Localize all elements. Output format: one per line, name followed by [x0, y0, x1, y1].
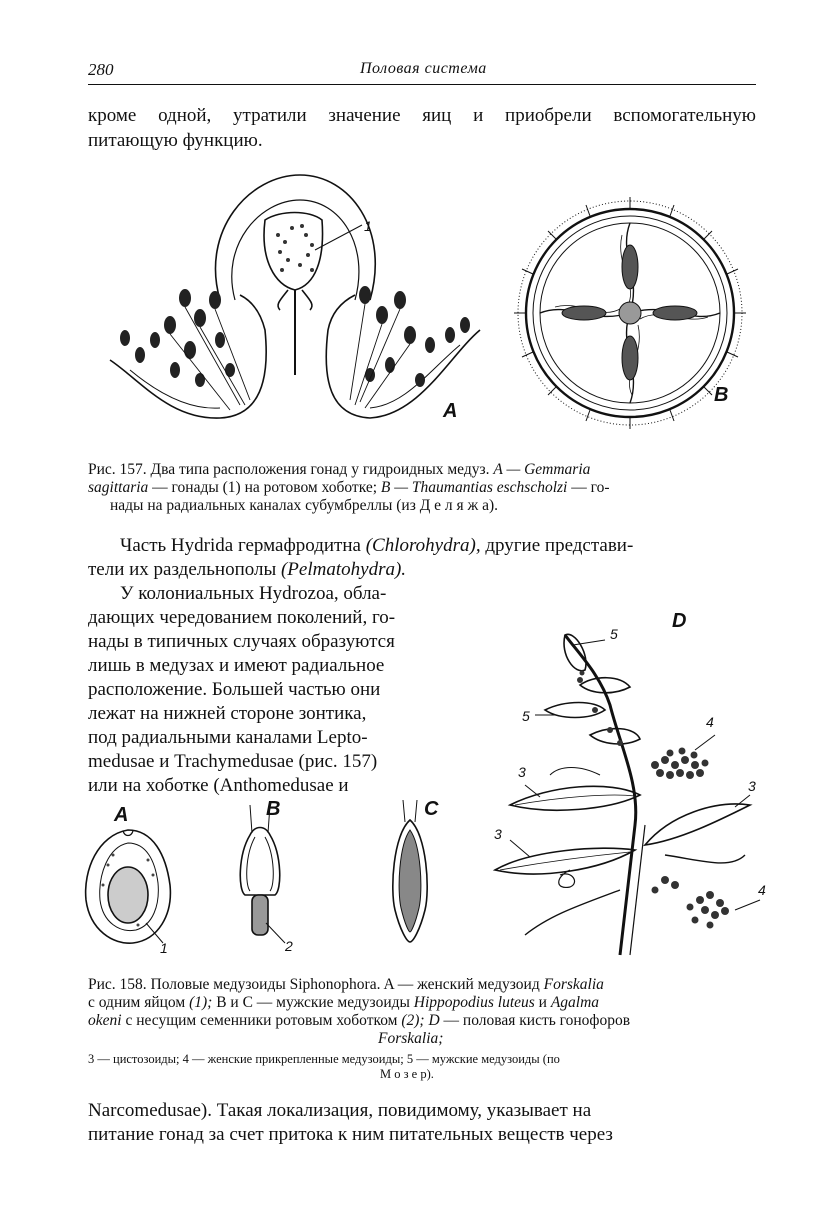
intro-line-1: кроме одной, утратили значение яиц и приобрели вспомогательную	[88, 105, 756, 126]
figure-158-caption-line3-b: с несущим семенники ротовым хоботком	[125, 1012, 398, 1029]
paragraph2-line-4: лишь в медузах и имеют радиальное	[88, 655, 385, 676]
figure-157-caption-line3: нады на радиальных каналах субумбреллы (из Д е л я ж а).	[110, 497, 499, 514]
figure-158-caption-line2-f: Agalma	[550, 994, 600, 1011]
paragraph2-line-9: или на хоботке (Anthomedusae и	[88, 775, 349, 796]
figure-157-caption-line2-a: sagittaria	[88, 479, 149, 496]
paragraph2-line-7: под радиальными каналами Lepto-	[88, 727, 368, 748]
figure-158-caption-line2-d: Hippopodius luteus	[413, 994, 535, 1011]
paragraph2-line-5: расположение. Большей частью они	[88, 679, 381, 700]
figure-158-caption-line1-b: A — женский медузоид	[383, 976, 540, 993]
paragraph2-line-8: medusae и Trachymedusae (рис. 157)	[88, 751, 378, 772]
paragraph2-line-3: нады в типичных случаях образуются	[88, 631, 395, 652]
figure-158-caption-line2-a: с одним яйцом	[88, 994, 186, 1011]
paragraph1-line-2	[88, 559, 406, 581]
figure-157-caption-line1-a: Рис. 157. Два типа расположения гонад у гидроидных медуз.	[88, 461, 490, 478]
figure-158-d-illustration	[470, 615, 770, 955]
figure-158-caption-line1-c: Forskalia	[543, 976, 604, 993]
figure-158-num-3c: 3	[494, 826, 502, 842]
figure-158-num-5a: 5	[610, 626, 618, 642]
figure-157-caption-line2-b: — гонады (1) на ротовом хоботке;	[152, 479, 378, 496]
figure-158-label-b: B	[266, 798, 281, 820]
figure-157-marker-1: 1	[364, 218, 372, 234]
paragraph1-line2-a: тели их раздельнополы	[88, 559, 277, 580]
figure-158-caption-line3-a: okeni	[88, 1012, 122, 1029]
figure-158-caption-line6: М о з е р).	[380, 1067, 434, 1081]
figure-157-caption-line2-c: B — Thaumantias eschscholzi	[380, 479, 568, 496]
figure-158-label-a: A	[114, 804, 129, 826]
header-rule	[88, 84, 756, 85]
figure-158-caption-line3-d: — половая кисть гонофоров	[443, 1012, 631, 1029]
figure-158-caption-line2-e: и	[538, 994, 547, 1011]
figure-158-label-c: C	[424, 798, 439, 820]
figure-157-label-b: B	[714, 384, 729, 406]
paragraph2-line-2: дающих чередованием поколений, го-	[88, 607, 396, 628]
closing-line-1: Narcomedusae). Такая локализация, повидимому, указывает на	[88, 1100, 592, 1121]
figure-158-num-3b: 3	[748, 778, 756, 794]
figure-158-label-d: D	[672, 610, 687, 632]
figure-158-caption-line2-c: B и C — мужские медузоиды	[216, 994, 410, 1011]
intro-line-2: питающую функцию.	[88, 130, 263, 151]
figure-158-b-illustration	[230, 805, 290, 945]
figure-158-num-4b: 4	[758, 882, 766, 898]
paragraph2-line-1: У колониальных Hydrozoa, обла-	[120, 583, 387, 604]
figure-158-c-illustration	[385, 800, 435, 945]
running-head: Половая система	[360, 60, 487, 77]
figure-158-caption-line3-c: (2); D	[401, 1012, 440, 1029]
figure-158-a-illustration	[78, 825, 178, 955]
paragraph1-line1-a: Часть Hydrida гермафродитна	[120, 535, 361, 556]
figure-157-caption-line2-d: — го-	[571, 479, 610, 496]
figure-158-num-5b: 5	[522, 708, 530, 724]
figure-158-num-2: 2	[285, 938, 293, 954]
figure-158-caption-line1-a: Рис. 158. Половые медузоиды Siphonophora.	[88, 976, 381, 993]
paragraph2-line-6: лежат на нижней стороне зонтика,	[88, 703, 367, 724]
figure-158-num-1: 1	[160, 940, 168, 956]
figure-158-num-3a: 3	[518, 764, 526, 780]
paragraph1-line1-b: (Chlorohydra),	[365, 535, 481, 556]
closing-line-2: питание гонад за счет притока к ним питательных веществ через	[88, 1124, 613, 1145]
figure-158-num-4a: 4	[706, 714, 714, 730]
paragraph1-line1-c: другие представи-	[485, 535, 634, 556]
figure-158-caption-line4: Forskalia;	[378, 1030, 444, 1047]
paragraph1-line2-b: (Pelmatohydra).	[280, 559, 407, 580]
figure-157-caption-line1-b: A — Gemmaria	[493, 461, 591, 478]
paragraph1-line-1	[120, 535, 633, 557]
figure-157-a-illustration	[100, 170, 490, 440]
page-number: 280	[88, 60, 114, 79]
figure-158-caption-line5: 3 — цистозоиды; 4 — женские прикрепленные медузоиды; 5 — мужские медузоиды (по	[88, 1052, 560, 1066]
figure-157-label-a: A	[443, 400, 458, 422]
figure-158-caption-line2-b: (1);	[189, 994, 213, 1011]
